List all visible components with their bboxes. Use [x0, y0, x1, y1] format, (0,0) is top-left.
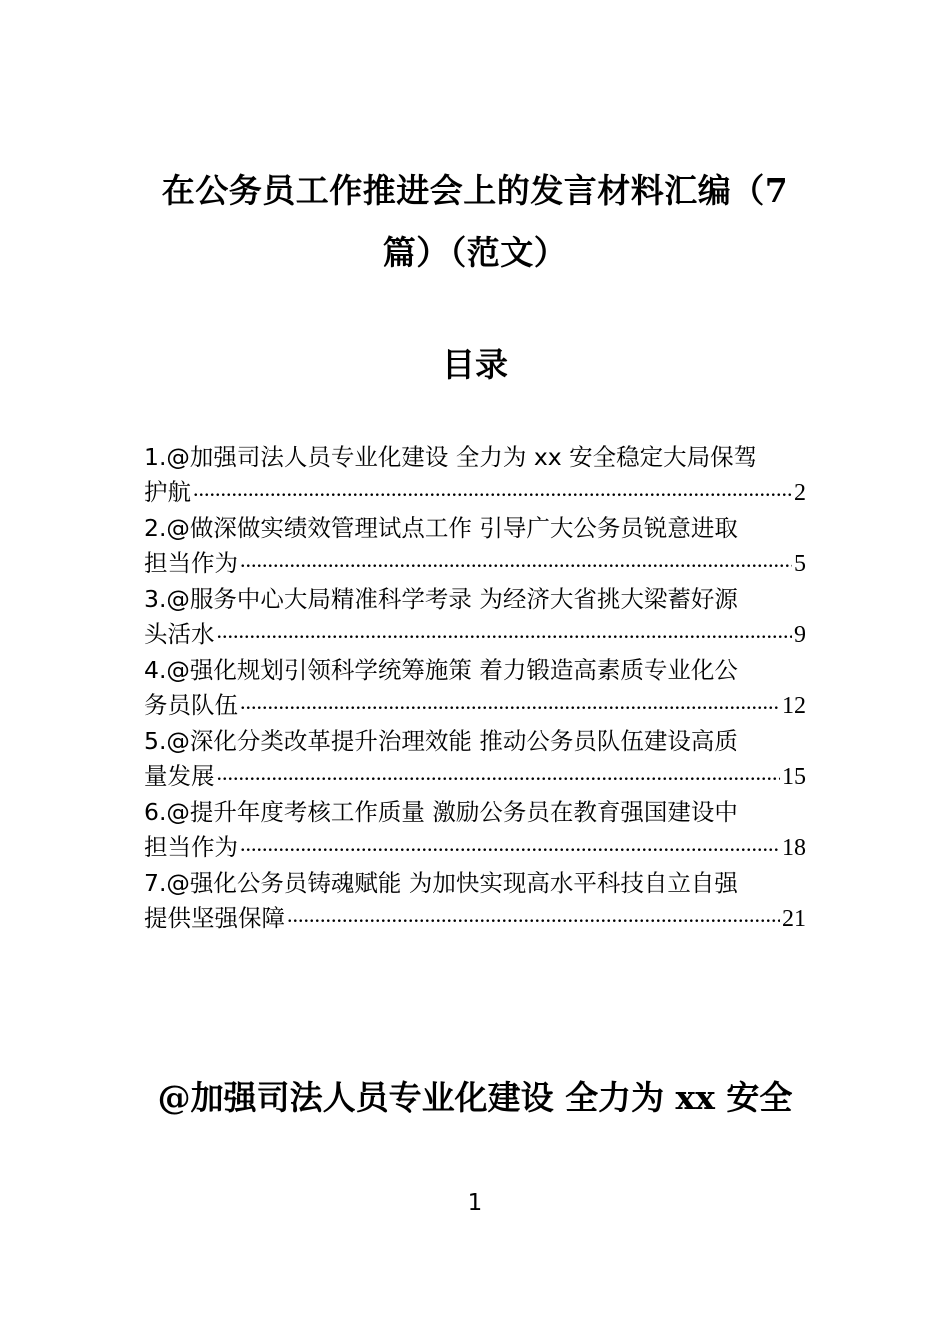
toc-entry-5[interactable] — [144, 724, 806, 795]
toc-entry-title-cont: 量发展 — [144, 762, 215, 790]
toc-entry-2[interactable] — [144, 511, 806, 582]
toc-dot-leader — [240, 832, 780, 856]
toc-entry-title: 2.@做深做实绩效管理试点工作 引导广大公务员锐意进取 — [144, 514, 738, 542]
toc-entry-6[interactable] — [144, 795, 806, 866]
toc-entry-title-cont: 头活水 — [144, 620, 215, 648]
toc-dot-leader — [193, 477, 792, 501]
toc-entry-7[interactable] — [144, 866, 806, 937]
toc-entry-3[interactable] — [144, 582, 806, 653]
toc-entry-title: 7.@强化公务员铸魂赋能 为加快实现高水平科技自立自强 — [144, 869, 738, 897]
toc-dot-leader — [217, 619, 793, 643]
toc-dot-leader — [287, 903, 780, 927]
toc-page-number: 21 — [782, 906, 806, 932]
toc-heading: 目录 — [442, 345, 508, 384]
toc-page-number: 18 — [782, 835, 806, 861]
toc-entry-title-cont: 担当作为 — [144, 833, 238, 861]
toc-entry-title-cont: 务员队伍 — [144, 691, 238, 719]
toc-entry-1[interactable] — [144, 440, 806, 511]
toc-dot-leader — [240, 548, 792, 572]
toc-page-number: 15 — [782, 764, 806, 790]
toc-page-number: 12 — [782, 693, 806, 719]
section-title: @加强司法人员专业化建设 全力为 xx 安全 — [157, 1078, 793, 1117]
document-title-line-2: 篇）（范文） — [382, 233, 568, 272]
toc-entry-title-cont: 提供坚强保障 — [144, 904, 285, 932]
toc-page-number: 9 — [794, 622, 806, 648]
toc-entry-title: 4.@强化规划引领科学统筹施策 着力锻造高素质专业化公 — [144, 656, 738, 684]
toc-entry-title-cont: 护航 — [144, 478, 191, 506]
toc-entry-4[interactable] — [144, 653, 806, 724]
document-title-line-1: 在公务员工作推进会上的发言材料汇编（7 — [161, 171, 789, 210]
toc-dot-leader — [217, 761, 781, 785]
toc-entry-title: 5.@深化分类改革提升治理效能 推动公务员队伍建设高质 — [144, 727, 738, 755]
toc-entry-title: 3.@服务中心大局精准科学考录 为经济大省挑大梁蓄好源 — [144, 585, 738, 613]
toc-page-number: 5 — [794, 551, 806, 577]
page-number: 1 — [467, 1190, 483, 1216]
document-title — [140, 160, 810, 284]
toc-entry-title: 1.@加强司法人员专业化建设 全力为 xx 安全稳定大局保驾 — [144, 443, 758, 471]
toc-dot-leader — [240, 690, 780, 714]
toc-page-number: 2 — [794, 480, 806, 506]
table-of-contents — [144, 440, 806, 937]
toc-entry-title: 6.@提升年度考核工作质量 激励公务员在教育强国建设中 — [144, 798, 738, 826]
toc-entry-title-cont: 担当作为 — [144, 549, 238, 577]
